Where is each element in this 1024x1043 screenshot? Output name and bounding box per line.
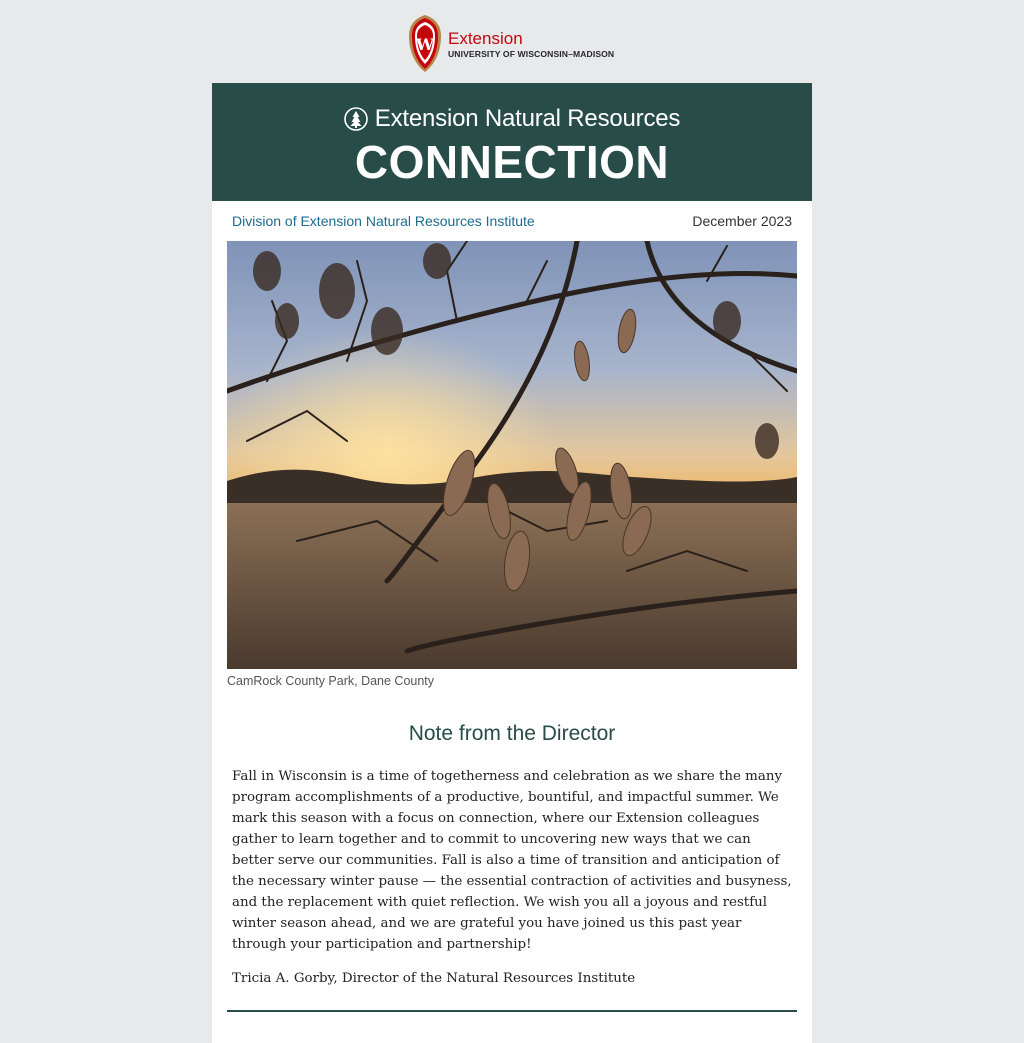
section-divider [227,1010,797,1012]
uw-crest-icon [406,14,444,74]
hero-photo [227,241,797,669]
uw-extension-logo[interactable] [406,14,614,74]
university-name: UNIVERSITY OF WISCONSIN–MADISON [448,48,615,59]
crest-letter: W [416,35,434,54]
division-link[interactable]: Division of Extension Natural Resources Institute [232,213,535,229]
pine-tree-icon [344,107,368,131]
banner-title: CONNECTION [354,136,670,188]
article-body: Fall in Wisconsin is a time of togetherness and celebration as we share the many program accomplishments of a productive, bountiful, and impactful summer. We mark this season with a focus on connection, where our Extension colleagues gather to learn together and to commit to uncovering new ways that we can better serve our communities. Fall is also a time of transition and anticipation of the necessary winter pause — the essential contraction of activities and busyness, and the replacement with quiet reflection. We wish you all a joyous and restful winter season ahead, and we are grateful you have joined us this past year through your participation and partnership! [232,769,792,952]
photo-caption: CamRock County Park, Dane County [227,674,435,688]
newsletter-container [212,83,812,1043]
issue-date: December 2023 [692,213,792,229]
section-title: Note from the Director [408,722,616,745]
brand-name: Extension [448,28,523,48]
article-signature: Tricia A. Gorby, Director of the Natural Resources Institute [232,971,636,986]
banner-subtitle: Extension Natural Resources [374,105,681,132]
newsletter-banner [212,83,812,201]
meta-row [212,201,812,241]
